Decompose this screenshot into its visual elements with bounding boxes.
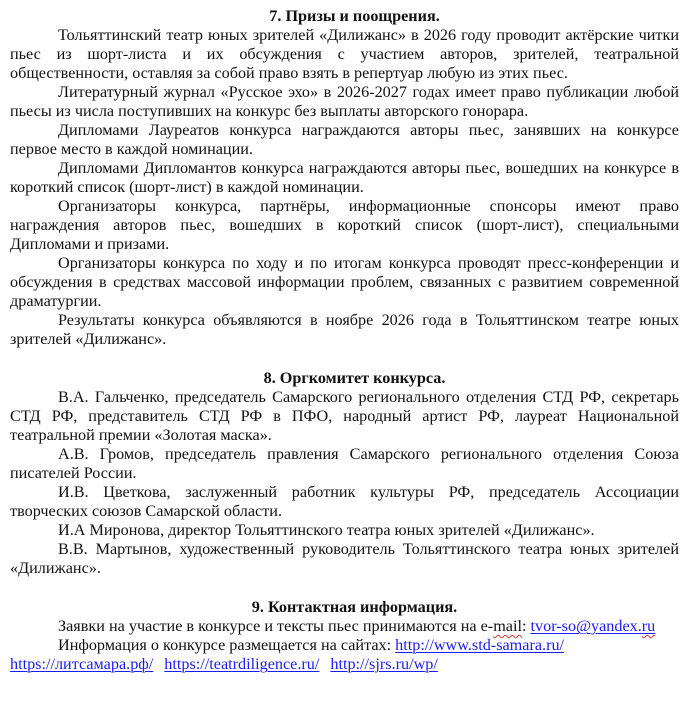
links-row [10,655,679,674]
paragraph-prizes-7: Результаты конкурса объявляются в ноябре 2026 года в Тольяттинском театре юных зрителей «Дилижанс». [10,311,679,348]
paragraph-prizes-4: Дипломами Дипломантов конкурса награждаются авторы пьес, вошедших на конкурсе в короткий список (шорт-лист) в каждой номинации. [10,159,679,196]
email-link[interactable] [531,617,656,635]
paragraph-prizes-2: Литературный журнал «Русское эхо» в 2026-2027 годах имеет право публикации любой пьесы из числа поступивших на конкурс без выплаты авторского гонорара. [10,83,679,120]
paragraph-info [10,636,679,655]
paragraph-applications [10,617,679,636]
section-spacer [10,578,679,598]
paragraph-prizes-6: Организаторы конкурса по ходу и по итогам конкурса проводят пресс-конференции и обсуждения в средствах массовой информации проблем, связанных с развитием современной драматургии. [10,254,679,310]
section-spacer [10,349,679,369]
spellcheck-word-mail: mail [493,617,522,635]
section-heading-committee: 8. Оргкомитет конкурса. [263,369,446,387]
paragraph-prizes-1: Тольяттинский театр юных зрителей «Дилижанс» в 2026 году проводит актёрские читки пьес из шорт-листа и их обсуждения с участием авторов, зрителей, театральной общественности, оставляя за собой право взять в репертуар любую из этих пьес. [10,26,679,82]
link-sjrs[interactable]: http://sjrs.ru/wp/ [330,655,438,673]
paragraph-committee-2: А.В. Громов, председатель правления Самарского регионального отделения Союза писателей России. [10,445,679,482]
section-heading-contacts: 9. Контактная информация. [251,598,458,616]
link-litsamara[interactable]: https://литсамара.рф/ [10,655,154,673]
applications-text: Заявки на участие в конкурсе и тексты пьес принимаются на e- [58,617,494,635]
paragraph-prizes-5: Организаторы конкурса, партнёры, информационные спонсоры имеют право награждения авторов пьес, вошедших в короткий список (шорт-лист), специальными Дипломами и призами. [10,197,679,253]
email-tld: ru [641,617,656,635]
link-teatrdiligence[interactable]: https://teatrdiligence.ru/ [164,655,320,673]
paragraph-committee-5: В.В. Мартынов, художественный руководитель Тольяттинского театра юных зрителей «Дилижанс». [10,540,679,577]
paragraph-committee-4: И.А Миронова, директор Тольяттинского театра юных зрителей «Дилижанс». [58,521,595,539]
section-heading-prizes: 7. Призы и поощрения. [269,7,440,25]
paragraph-committee-1: В.А. Гальченко, председатель Самарского регионального отделения СТД РФ, секретарь СТД РФ, представитель СТД РФ в ПФО, народный артист РФ, лауреат Национальной театральной премии «Золотая маска». [10,388,679,444]
paragraph-prizes-3: Дипломами Лауреатов конкурса награждаются авторы пьес, занявших на конкурсе первое место в каждой номинации. [10,121,679,158]
email-user: tvor-so@yandex. [530,617,642,635]
info-text: Информация о конкурсе размещается на сайтах: [58,636,396,654]
applications-colon: : [521,617,531,635]
paragraph-committee-3: И.В. Цветкова, заслуженный работник культуры РФ, председатель Ассоциации творческих союзов Самарской области. [10,483,679,520]
link-std-samara[interactable]: http://www.std-samara.ru/ [395,636,565,654]
document-page [10,7,679,674]
